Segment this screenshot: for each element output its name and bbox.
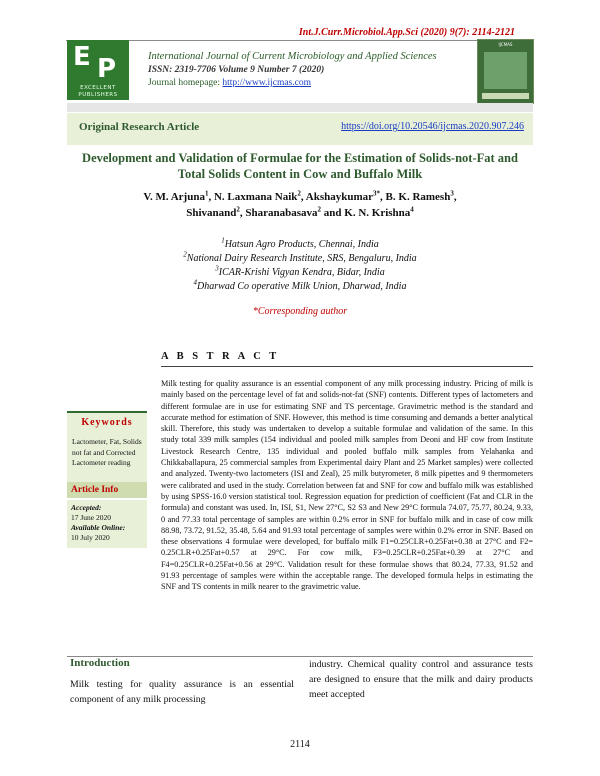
corresponding-author-note: *Corresponding author — [252, 306, 348, 317]
author-sup: 3* — [373, 189, 381, 198]
homepage-link[interactable]: http://www.ijcmas.com — [222, 78, 311, 88]
article-dates — [67, 500, 147, 548]
online-date: 10 July 2020 — [71, 533, 110, 542]
affiliation-text: National Dairy Research Institute, SRS, Bengaluru, India — [186, 253, 417, 264]
journal-cover-image — [477, 39, 534, 104]
journal-citation: Int.J.Curr.Microbiol.App.Sci (2020) 9(7): 2114-2121 — [298, 27, 515, 38]
author: Sharanabasava — [245, 207, 318, 219]
affiliation-sup: 1 — [221, 236, 225, 245]
header-divider-band — [67, 103, 533, 112]
author-sup: 2 — [297, 189, 301, 198]
author-sup: 4 — [410, 205, 414, 214]
issn-line: ISSN: 2319-7706 Volume 9 Number 7 (2020) — [148, 65, 325, 75]
logo-line-2: PUBLISHERS — [78, 92, 118, 98]
logo-letter-p: P — [97, 54, 115, 84]
author-list: V. M. Arjuna$^1$, N. Laxmana Naik$^2$, Akshaykumar$^{3*}$, B. K. Ramesh$^3$, Shivanand$^2$, Sharanabasava$^2$ and K. N. Krishna$^4$ — [143, 189, 457, 219]
accepted-date: 17 June 2020 — [71, 513, 111, 522]
author: Akshaykumar — [305, 191, 374, 203]
header-rule — [66, 40, 533, 41]
author: N. Laxmana Naik — [213, 191, 298, 203]
doi-link[interactable]: https://doi.org/10.20546/ijcmas.2020.907.246 — [341, 121, 524, 132]
logo-line-1: EXCELLENT — [80, 85, 116, 91]
logo-letter-e: E — [73, 42, 89, 72]
affiliation-text: Hatsun Agro Products, Chennai, India — [224, 239, 379, 250]
abstract-heading: A B S T R A C T — [161, 351, 280, 362]
online-label: Available Online: — [71, 523, 126, 532]
affiliation — [70, 238, 530, 251]
affiliation — [70, 252, 530, 265]
author: V. M. Arjuna — [143, 191, 205, 203]
affiliation — [70, 280, 530, 293]
article-info-box — [67, 482, 147, 498]
author-sup: 1 — [204, 189, 209, 198]
author-sup: 2 — [236, 205, 240, 214]
introduction-heading: Introduction — [70, 657, 130, 669]
logo-letters — [73, 42, 115, 84]
keywords-list: Lactometer, Fat, Solids not fat and Corrected Lactometer reading — [72, 437, 142, 467]
publisher-logo — [67, 40, 129, 100]
cover-band — [482, 93, 529, 99]
keywords-heading: Keywords — [81, 417, 133, 428]
affiliation-sup: 3 — [215, 264, 219, 273]
article-title: Development and Validation of Formulae for the Estimation of Solids-not-Fat and Total Solids Content in Cow and Buffalo Milk — [82, 151, 518, 181]
homepage-label: Journal homepage: — [148, 78, 223, 88]
accepted-label: Accepted: — [71, 503, 102, 512]
introduction-column-1: Milk testing for quality assurance is an essential component of any milk processing — [70, 679, 294, 705]
affiliation-sup: 4 — [193, 278, 198, 287]
affiliation-text: Dharwad Co operative Milk Union, Dharwad, India — [197, 281, 407, 292]
article-type: Original Research Article — [79, 121, 200, 133]
keywords-box — [67, 411, 147, 489]
affiliation-sup: 2 — [183, 250, 187, 259]
introduction-column-2: industry. Chemical quality control and assurance tests are designed to ensure that the milk and dairy products meet accepted — [309, 659, 533, 700]
author-sup: 2 — [317, 205, 322, 214]
abstract-rule — [161, 366, 533, 367]
affiliation-text: ICAR-Krishi Vigyan Kendra, Bidar, India — [218, 267, 385, 278]
author: Shivanand — [186, 207, 237, 219]
author-sup: 3 — [450, 189, 454, 198]
journal-name: International Journal of Current Microbiology and Applied Sciences — [148, 51, 437, 62]
article-info-heading: Article Info — [71, 485, 119, 495]
abstract-body: Milk testing for quality assurance is an essential component of any milk processing industry. Pricing of milk is mainly based on the percentage level of fat and solids-not-fat (SNF) contents. Different types of lactometers and different formulae are in use for estimating SNF and TS percentage. Gravimetric method is the standard and accurate method for estimation of SNF. However, this method is time consuming and demands a better analytical skill. Therefore, this study was undertaken to develop a suitable formulae and validation of the same. In this study total 339 milk samples (154 individual and pooled milk samples from Deoni and HF cow from Institute Livestock Research Centre, 135 individual and pooled buffalo milk samples from Yelahanka and Chikkaballapura, 25 commercial samples from Experimental dairy Plant and 25 Market samples) were collected and analyzed. Twenty-two lactometers (ISI and Zeal), 25 milk butyrometer, 8 milk pipettes and 9 thermometers were calibrated and used in the study. Correlation between fat and SNF for cow and buffalo milk was established by using SPSS-16.0 version statistical tool. Regression equation for prediction of coefficient (Fat and CLR in the formula) and constant was used. In, ISI, S1, New 27°C, S2 S3 and New 29°C formula 74.07, 75.77, 80.24, 9.33, 0 and 77.33 total percentage of samples are within 0.2% error in SNF for buffalo milk and in case of cow milk 88.98, 73.72, 91.52, 35.48, 5.64 and 91.93 total percentage of samples were within 0.2% error in SNF. Based on these observations 4 formulae were developed, for buffalo milk F1=0.25CLR+0.25Fat+0.38 at 27°C and F2= 0.25CLR+0.25Fat+0.57 at 29°C. For cow milk, F3=0.25CLR+0.25Fat+0.39 at 27°C and F4=0.25CLR+0.25Fat+0.56 at 29°C. Validation result for these formulae shows that 80.24, 77.33, 91.52 and 91.93 percentage of samples were within the acceptable range. The developed formula helps in estimating the SNF and TS contents in milk nearer to the gravimetric value. — [161, 379, 533, 592]
author: K. N. Krishna — [344, 207, 411, 219]
page-number: 2114 — [290, 739, 310, 750]
cover-title: IJCMAS — [498, 42, 513, 47]
journal-homepage — [148, 78, 311, 88]
author: B. K. Ramesh — [385, 191, 451, 203]
cover-picture — [484, 52, 527, 89]
affiliation — [70, 266, 530, 279]
